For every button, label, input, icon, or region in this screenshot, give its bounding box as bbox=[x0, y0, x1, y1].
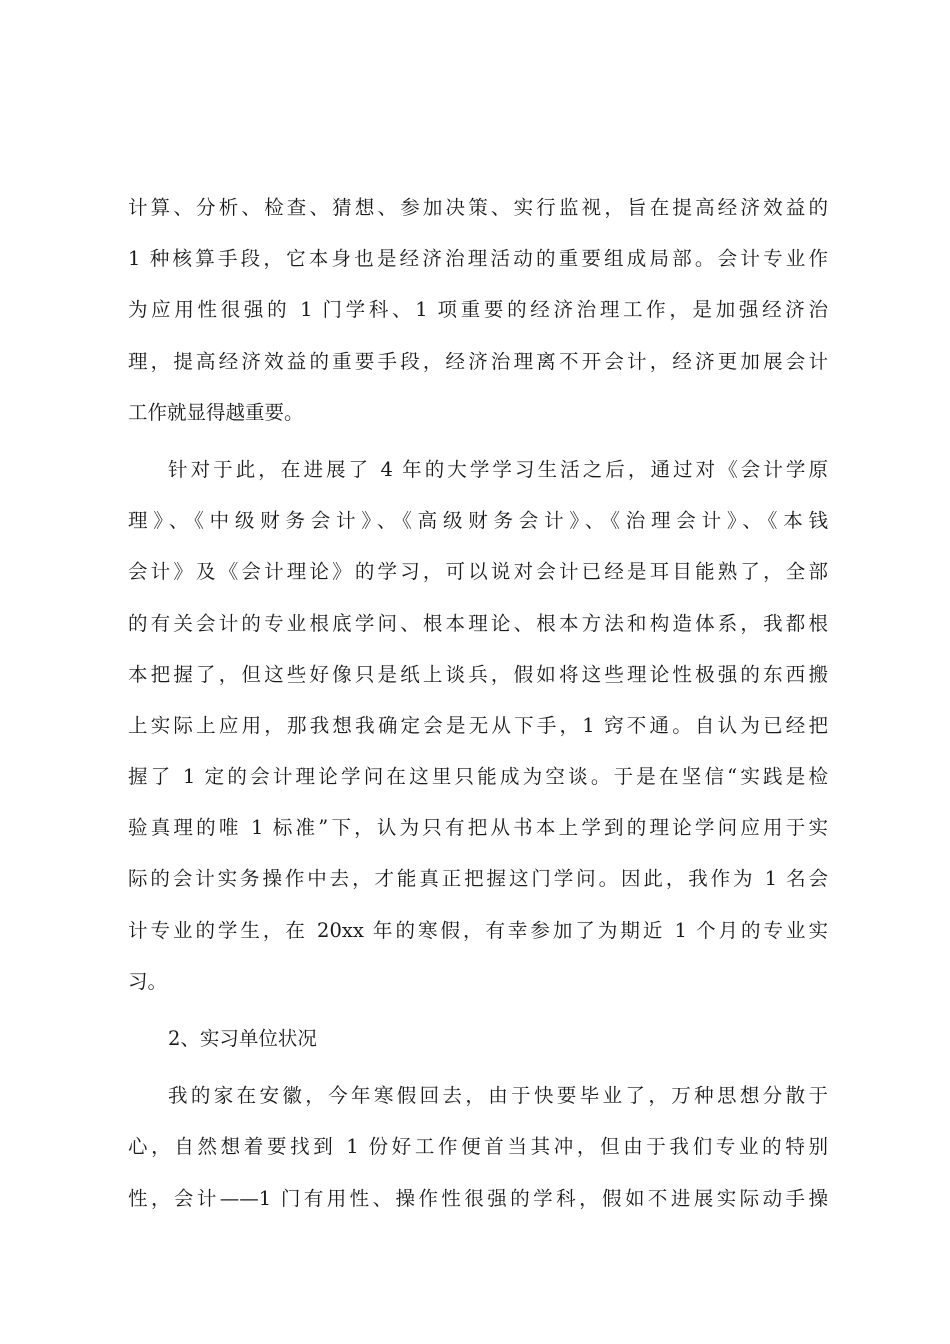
text-line: 心，自然想着要找到 1 份好工作便首当其冲，但由于我们专业的特别 bbox=[128, 1135, 828, 1159]
text-line: 握了 1 定的会计理论学问在这里只能成为空谈。于是在坚信“实践是检 bbox=[128, 765, 828, 789]
text-line: 我的家在安徽，今年寒假回去，由于快要毕业了，万种思想分散于 bbox=[168, 1084, 828, 1108]
text-line: 习。 bbox=[128, 969, 168, 993]
text-line: 理》、《中级财务会计》、《高级财务会计》、《治理会计》、《本钱 bbox=[128, 509, 828, 533]
text-line: 会计》及《会计理论》的学习，可以说对会计已经是耳目能熟了，全部 bbox=[128, 560, 828, 584]
paragraph-1 bbox=[128, 182, 828, 438]
text-line: 工作就显得越重要。 bbox=[128, 400, 304, 424]
text-line: 性，会计——1 门有用性、操作性很强的学科，假如不进展实际动手操 bbox=[128, 1186, 828, 1210]
text-line: 针对于此，在进展了 4 年的大学学习生活之后，通过对《会计学原 bbox=[168, 457, 828, 481]
text-line: 本把握了，但这些好像只是纸上谈兵，假如将这些理论性极强的东西搬 bbox=[128, 662, 828, 686]
text-line: 计算、分析、检查、猜想、参加决策、实行监视，旨在提高经济效益的 bbox=[128, 196, 828, 219]
paragraph-2 bbox=[128, 444, 828, 1007]
section-heading: 2、实习单位状况 bbox=[168, 1027, 317, 1050]
text-line: 计专业的学生，在 20xx 年的寒假，有幸参加了为期近 1 个月的专业实 bbox=[128, 918, 828, 942]
text-line: 的有关会计的专业根底学问、根本理论、根本方法和构造体系，我都根 bbox=[128, 611, 828, 635]
text-line: 验真理的唯 1 标准”下，认为只有把从书本上学到的理论学问应用于实 bbox=[128, 816, 828, 840]
document-body bbox=[128, 182, 828, 1224]
text-line: 上实际上应用，那我想我确定会是无从下手，1 窍不通。自认为已经把 bbox=[128, 713, 828, 737]
paragraph-3 bbox=[128, 1070, 828, 1224]
text-line: 1 种核算手段，它本身也是经济治理活动的重要组成局部。会计专业作 bbox=[128, 247, 828, 271]
text-line: 际的会计实务操作中去，才能真正把握这门学问。因此，我作为 1 名会 bbox=[128, 867, 828, 891]
text-line: 为应用性很强的 1 门学科、1 项重要的经济治理工作，是加强经济治 bbox=[128, 298, 828, 322]
text-line: 理，提高经济效益的重要手段，经济治理离不开会计，经济更加展会计 bbox=[128, 349, 828, 373]
